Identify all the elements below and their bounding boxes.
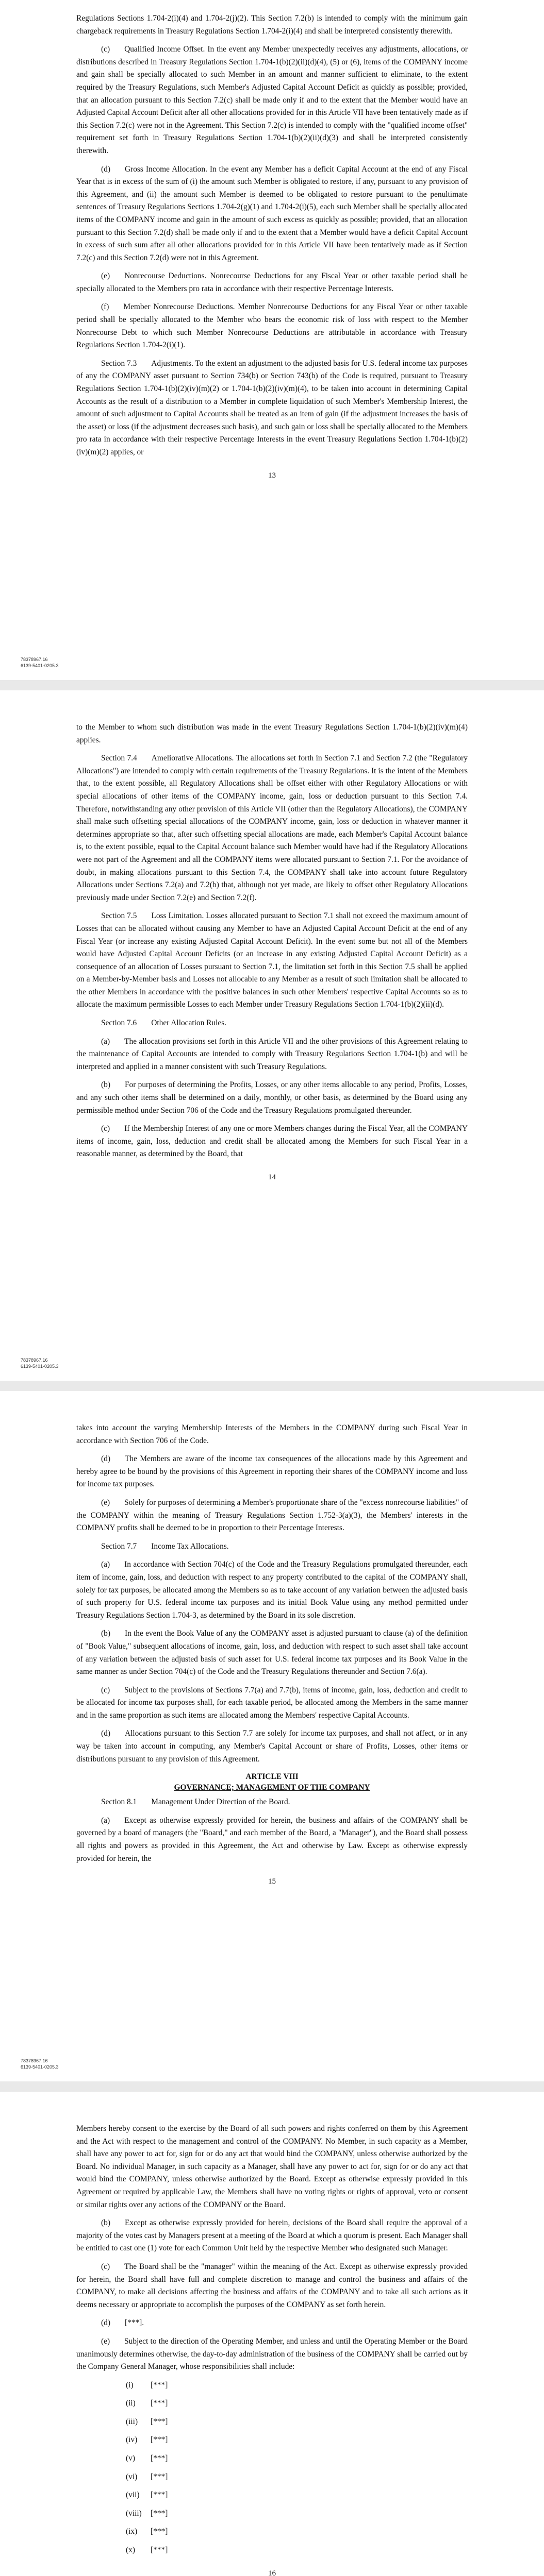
paragraph: (f) Member Nonrecourse Deductions. Member Nonrecourse Deductions for any Fiscal Year or other taxable period shall be specially allocated to the Member who bears the economic risk of loss with respect to the Member Nonrecourse Debt to which such Member Nonrecourse Deductions are attributable in accordance with Treasury Regulations Section 1.704-2(i)(1). [76,302,468,350]
page-body [76,721,468,1161]
list-number: (vi) [126,2472,138,2481]
list-item [126,2526,468,2538]
footer-id: 6139-5401-0205.3 [21,663,59,668]
page-body [76,12,468,459]
document-footer-ids [21,656,59,669]
list-item [126,2489,468,2502]
document-page [0,690,544,1381]
list-text: [***] [151,2509,168,2518]
paragraph: takes into account the varying Membership Interests of the Members in the COMPANY during such Fiscal Year in accordance with Section 706 of the Code. [76,1423,468,1445]
paragraph: (a) In accordance with Section 704(c) of the Code and the Treasury Regulations promulgated thereunder, each item of income, gain, loss, and deduction with respect to any property contributed to the capital of the COMPANY shall, solely for tax purposes, be allocated among the Members so as to take account of any variation between the adjusted basis of such property for U.S. federal income tax purposes and its initial Book Value using any method permitted under Treasury Regulations Section 1.704-3, as determined by the Board in its sole discretion. [76,1560,468,1620]
list-item [126,2397,468,2410]
paragraph: (a) Except as otherwise expressly provided for herein, the business and affairs of the COMPANY shall be governed by a board of managers (the "Board," and each member of the Board, a "Manager"), and the Board shall possess all rights and powers as provided in this Agreement, the Act and otherwise by Law. Except as otherwise expressly provided for herein, the [76,1816,468,1863]
list-item [126,2434,468,2447]
list-text: [***] [151,2472,168,2481]
list-number: (iv) [126,2435,138,2445]
list-text: [***] [151,2399,168,2408]
list-text: [***] [151,2417,168,2426]
paragraph: Members hereby consent to the exercise by the Board of all such powers and rights conferred on them by this Agreement and the Act with respect to the management and control of the COMPANY. No Member, in such capacity as a Member, shall have any power to act for, sign for or do any act that would bind the COMPANY, unless otherwise authorized by the Board. No individual Manager, in such capacity as a Manager, shall have any power to act for, sign for or do any act that would bind the COMPANY, unless otherwise authorized by the Board. Except as otherwise expressly provided in this Agreement or required by applicable Law, the Members shall have no voting rights or rights of approval, veto or consent or similar rights over any actions of the COMPANY or the Board. [76,2124,468,2209]
paragraph: (c) Qualified Income Offset. In the event any Member unexpectedly receives any adjustments, allocations, or distributions described in Treasury Regulations Section 1.704-1(b)(2)(ii)(d)(4), (5) or (6), items of the COMPANY income and gain shall be specially allocated to such Member in an amount and manner sufficient to eliminate, to the extent required by the Treasury Regulations, such Member's Adjusted Capital Account Deficit as quickly as possible; provided, that an allocation pursuant to this Section 7.2(c) shall be made only if and to the extent that the Member would have an Adjusted Capital Account Deficit after all other allocations provided for in this Article VII have been tentatively made as if this Section 7.2(c) were not in the Agreement. This Section 7.2(c) is intended to comply with the "qualified income offset" requirement set forth in Treasury Regulations Section 1.704-1(b)(2)(ii)(d)(3) and shall be interpreted consistently therewith. [76,45,468,155]
list-number: (x) [126,2546,135,2555]
paragraph: (d) Allocations pursuant to this Section 7.7 are solely for income tax purposes, and shall not affect, or in any way be taken into account in computing, any Member's Capital Account or share of Profits, Losses, other items or distributions pursuant to any provision of this Agreement. [76,1729,468,1764]
paragraph: (b) In the event the Book Value of any the COMPANY asset is adjusted pursuant to clause (a) of the definition of "Book Value," subsequent allocations of income, gain, loss, and deduction with respect to such asset shall take account of any variation between the adjusted basis of such asset for U.S. federal income tax purposes and its Book Value in the same manner as under Section 704(c) of the Code and the Treasury Regulations thereunder and Section 7.6(a). [76,1629,468,1676]
list-text: [***] [151,2546,168,2555]
list-number: (iii) [126,2417,138,2426]
page-number: 14 [268,1173,276,1181]
paragraph: Section 7.4 Ameliorative Allocations. The allocations set forth in Section 7.1 and Section 7.2 (the "Regulatory Allocations") are intended to comply with certain requirements of the Treasury Regulations. It is the intent of the Members that, to the extent possible, all Regulatory Allocations shall be offset either with other Regulatory Allocations or with special allocations of other items of the COMPANY income, gain, loss or deduction pursuant to this Section 7.4. Therefore, notwithstanding any other provision of this Article VII (other than the Regulatory Allocations), the COMPANY shall make such offsetting special allocations of the COMPANY income, gain, loss or deduction in whatever manner it determines appropriate so that, after such offsetting special allocations are made, each Member's Capital Account balance is, to the extent possible, equal to the Capital Account balance such Member would have had if the Regulatory Allocations were not part of the Agreement and all the COMPANY items were allocated pursuant to Section 7.1. For the avoidance of doubt, in making allocations pursuant to this Section 7.4, the COMPANY shall take into account future Regulatory Allocations under Sections 7.2(a) and 7.2(b) that, although not yet made, are likely to offset other Regulatory Allocations previously made under Section 7.2(e) and Section 7.2(f). [76,754,468,902]
list-number: (v) [126,2454,135,2463]
document-page [0,2092,544,2576]
list-text: [***] [151,2380,168,2389]
list-item [126,2471,468,2484]
list-number: (vii) [126,2490,140,2500]
section-heading: Section 7.7 Income Tax Allocations. [101,1541,229,1551]
paragraph: (c) If the Membership Interest of any one or more Members changes during the Fiscal Year, all the COMPANY items of income, gain, loss, deduction and credit shall be allocated among the Members for such Fiscal Year in a reasonable manner, as determined by the Board, that [76,1124,468,1159]
paragraph: (b) For purposes of determining the Profits, Losses, or any other items allocable to any period, Profits, Losses, and any such other items shall be determined on a daily, monthly, or other basis, as determined by the Board using any permissible method under Section 706 of the Code and the Treasury Regulations promulgated thereunder. [76,1080,468,1115]
article-title: ARTICLE VIII [245,1772,299,1782]
paragraph: (e) Nonrecourse Deductions. Nonrecourse Deductions for any Fiscal Year or other taxable period shall be specially allocated to the Members pro rata in accordance with their respective Percentage Interests. [76,272,468,293]
footer-id: 78378967.16 [21,657,48,662]
page-body [76,2123,468,2557]
document-page [0,0,544,680]
list-item [126,2379,468,2392]
list-text: [***] [151,2435,168,2445]
footer-id: 78378967.16 [21,1358,48,1363]
article-subtitle: GOVERNANCE; MANAGEMENT OF THE COMPANY [174,1783,370,1792]
list-text: [***] [151,2527,168,2536]
list-text: [***] [151,2490,168,2500]
list-item [126,2507,468,2520]
page-number: 15 [268,1877,276,1886]
paragraph: (d) The Members are aware of the income tax consequences of the allocations made by this Agreement and hereby agree to be bound by the provisions of this Agreement in reporting their shares of the COMPANY income and loss for income tax purposes. [76,1454,468,1489]
list-item [126,2452,468,2465]
paragraph: (c) Subject to the provisions of Sections 7.7(a) and 7.7(b), items of income, gain, loss, deduction and credit to be allocated for income tax purposes shall, for each taxable period, be allocated among the Members in the same manner and in the same proportion as such items are allocated among the Members' respective Capital Accounts. [76,1685,468,1720]
paragraph: Section 7.3 Adjustments. To the extent an adjustment to the adjusted basis for U.S. federal income tax purposes of any the COMPANY asset pursuant to Section 734(b) or Section 743(b) of the Code is required, pursuant to Treasury Regulations Section 1.704-1(b)(2)(iv)(m)(2) or 1.704-1(b)(2)(iv)(m)(4), to be taken into account in determining Capital Accounts as the result of a distribution to a Member in complete liquidation of such Member's Membership Interest, the amount of such adjustment to Capital Accounts shall be treated as an item of gain (if the adjustment increases the basis of the asset) or loss (if the adjustment decreases such basis), and such gain or loss shall be specially allocated to the Members pro rata in accordance with their respective Percentage Interests in the event Treasury Regulations Section 1.704-1(b)(2)(iv)(m)(2) applies, or [76,359,468,456]
paragraph: (e) Solely for purposes of determining a Member's proportionate share of the "excess nonrecourse liabilities" of the COMPANY within the meaning of Treasury Regulations Section 1.752-3(a)(3), the Members' interests in the COMPANY profits shall be deemed to be in proportion to their Percentage Interests. [76,1498,468,1533]
paragraph: (d) Gross Income Allocation. In the event any Member has a deficit Capital Account at the end of any Fiscal Year that is in excess of the sum of (i) the amount such Member is obligated to restore, if any, pursuant to any provision of this Agreement, and (ii) the amount such Member is deemed to be obligated to restore pursuant to the penultimate sentences of Treasury Regulations Sections 1.704-2(g)(1) and 1.704-2(i)(5), each such Member shall be specially allocated items of the COMPANY income and gain in the amount of such excess as quickly as possible; provided, that an allocation pursuant to this Section 7.2(d) shall be made only if and to the extent that a Member would have a deficit Capital Account in excess of such sum after all other allocations provided for in this Article VII have been tentatively made as if Section 7.2(c) and this Section 7.2(d) were not in this Agreement. [76,164,468,262]
list-item [126,2544,468,2557]
paragraph: (b) Except as otherwise expressly provided for herein, decisions of the Board shall require the approval of a majority of the votes cast by Managers present at a meeting of the Board at which a quorum is present. Each Manager shall be entitled to cast one (1) vote for each Common Unit held by the respective Member who designated such Manager. [76,2218,468,2253]
page-number: 13 [268,471,276,480]
list-number: (i) [126,2380,134,2389]
paragraph: (e) Subject to the direction of the Operating Member, and unless and until the Operating Member or the Board unanimously determines otherwise, the day-to-day administration of the business of the COMPANY shall be carried out by the Company General Manager, whose responsibilities shall include: [76,2336,468,2371]
list-number: (viii) [126,2509,142,2518]
list-number: (ix) [126,2527,138,2536]
paragraph: Regulations Sections 1.704-2(i)(4) and 1.704-2(j)(2). This Section 7.2(b) is intended to comply with the minimum gain chargeback requirements in Treasury Regulations Section 1.704-2(i)(4) and shall be interpreted consistently therewith. [76,14,468,36]
document-footer-ids [21,2058,59,2070]
paragraph: to the Member to whom such distribution was made in the event Treasury Regulations Section 1.704-1(b)(2)(iv)(m)(4) applies. [76,723,468,744]
paragraph: (c) The Board shall be the "manager" within the meaning of the Act. Except as otherwise expressly provided for herein, the Board shall have full and complete discretion to manage and control the business and affairs of the COMPANY, to make all decisions affecting the business and affairs of the COMPANY and to take all such actions as it deems necessary or appropriate to accomplish the purposes of the COMPANY as set forth herein. [76,2262,468,2309]
page-body [76,1422,468,1865]
document-footer-ids [21,1357,59,1369]
article-heading [76,1771,468,1793]
responsibility-list [76,2379,468,2557]
paragraph: (d) [***]. [101,2318,144,2328]
footer-id: 6139-5401-0205.3 [21,1364,59,1369]
section-heading: Section 8.1 Management Under Direction of the Board. [101,1798,290,1807]
footer-id: 78378967.16 [21,2058,48,2063]
list-item [126,2416,468,2429]
paragraph: (a) The allocation provisions set forth in this Article VII and the other provisions of this Agreement relating to the maintenance of Capital Accounts are intended to comply with Treasury Regulations Section 1.704-1(b) and will be interpreted and applied in a manner consistent with such Treasury Regulations. [76,1037,468,1071]
section-heading: Section 7.6 Other Allocation Rules. [101,1019,227,1028]
paragraph: Section 7.5 Loss Limitation. Losses allocated pursuant to Section 7.1 shall not exceed the maximum amount of Losses that can be allocated without causing any Member to have an Adjusted Capital Account Deficit at the end of any Fiscal Year (or increase any existing Adjusted Capital Account Deficit). In the event some but not all of the Members would have Adjusted Capital Account Deficits (or an increase in any existing Adjusted Capital Account Deficit) as a consequence of an allocation of Losses pursuant to Section 7.1, the limitation set forth in this Section 7.5 shall be applied on a Member-by-Member basis and Losses not allocable to any Member as a result of such limitation shall be allocated to the other Members in accordance with the positive balances in such other Members' respective Capital Accounts so as to allocate the maximum permissible Losses to each Member under Treasury Regulations Section 1.704-1(b)(2)(ii)(d). [76,911,468,1009]
list-number: (ii) [126,2399,136,2408]
document-page [0,1391,544,2081]
list-text: [***] [151,2454,168,2463]
footer-id: 6139-5401-0205.3 [21,2064,59,2070]
page-number: 16 [268,2569,276,2576]
